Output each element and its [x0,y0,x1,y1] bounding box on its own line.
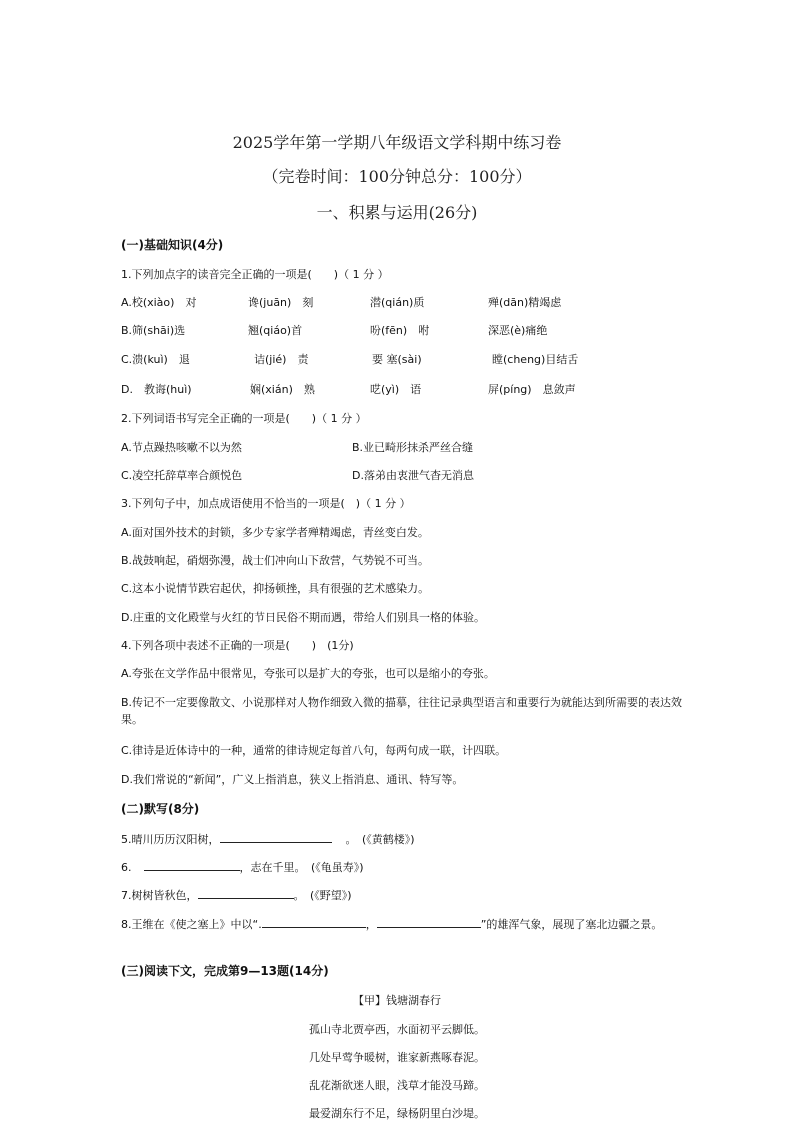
q2-option: D.落弟由衷泄气杳无消息 [352,469,474,482]
q2-option: A.节点躁热咳嗽不以为然 [121,441,242,454]
q1-option: D. 教诲(huì) [121,383,192,396]
question-6 [121,859,364,875]
section-heading-basic: (一)基础知识(4分) [121,238,224,252]
q1-option: 殚(dān)精竭虑 [488,296,562,309]
question-7 [121,887,352,903]
q1-option: 瞠(cheng)目结舌 [492,353,579,366]
section-heading-reading: (三)阅读下文，完成第9—13题(14分) [121,964,329,978]
q7-suffix: 。 (《野望》) [293,889,352,902]
q2-option: C.凌空托辞草率合颜悦色 [121,469,243,482]
q7-prefix: 7.树树皆秋色， [121,889,198,902]
q1-option: B.筛(shāi)选 [121,324,186,337]
q3-option: D.庄重的文化殿堂与火红的节日民俗不期而遇，带给人们别具一格的体验。 [121,611,485,624]
q1-option: 要 塞(sài) [372,353,422,366]
poem-line: 几处早莺争暖树，谁家新燕啄春泥。 [309,1051,485,1064]
q8-separator: ， [365,918,377,931]
q2-option: B.业已畸形抹杀严丝合缝 [352,441,474,454]
section-heading-dictation: (二)默写(8分) [121,802,200,816]
q1-option: A.校(xiào) 对 [121,296,197,309]
poem-line: 孤山寺北贾亭西，水面初平云脚低。 [309,1023,485,1036]
answer-blank[interactable] [220,831,332,843]
question-8 [121,916,701,933]
q1-option: 翘(qiáo)首 [248,324,303,337]
answer-blank[interactable] [377,916,481,928]
answer-blank[interactable] [262,916,366,928]
q8-prefix: 8.王维在《使之塞上》中以“. [121,918,262,931]
q1-option: 娴(xián) 熟 [250,383,315,396]
q1-option: 呓(yì) 语 [370,383,422,396]
poem-line: 乱花渐欲迷人眼，浅草才能没马蹄。 [309,1079,485,1092]
poem-title: 【甲】钱塘湖春行 [353,994,441,1007]
part-heading: 一、积累与运用(26分) [316,203,478,222]
poem-line: 最爱湖东行不足，绿杨阴里白沙堤。 [309,1107,485,1120]
exam-subtitle: （完卷时间：100分钟总分：100分） [262,167,532,186]
q4-option: C.律诗是近体诗中的一种，通常的律诗规定每首八句，每两句成一联，计四联。 [121,744,507,757]
q8-suffix: ”的雄浑气象，展现了塞北边疆之景。 [480,918,663,931]
q4-option: B.传记不一定要像散文、小说那样对人物作细致入微的描摹，往往记录典型语言和重要行为就能达到所需要的表达效果。 [121,696,683,726]
question-2-stem: 2.下列词语书写完全正确的一项是( )（ 1 分 ） [121,412,367,425]
answer-blank[interactable] [198,887,294,899]
q6-prefix: 6. [121,861,132,874]
q4-option: D.我们常说的“新闻”，广义上指消息，狭义上指消息、通讯、特写等。 [121,773,464,786]
q5-suffix: 。 (《黄鹤楼》) [345,833,415,846]
question-5 [121,831,415,847]
answer-blank[interactable] [144,859,240,871]
q1-option: 吩(fēn) 咐 [370,324,430,337]
question-4-stem: 4.下列各项中表述不正确的一项是( ) (1分) [121,639,354,652]
q1-option: 诘(jié) 责 [254,353,309,366]
q3-option: A.面对国外技术的封锁，多少专家学者殚精竭虑，青丝变白发。 [121,526,429,539]
question-3-stem: 3.下列句子中，加点成语使用不恰当的一项是( )（ 1 分 ） [121,497,411,510]
q1-option: 屏(píng) 息敛声 [488,383,576,396]
q6-suffix: ，志在千里。 (《龟虽寿》) [239,861,364,874]
q3-option: C.这本小说情节跌宕起伏，抑扬顿挫，具有很强的艺术感染力。 [121,582,430,595]
q5-prefix: 5.晴川历历汉阳树， [121,833,220,846]
q4-option: A.夸张在文学作品中很常见，夸张可以是扩大的夸张，也可以是缩小的夸张。 [121,667,495,680]
q3-option: B.战鼓响起，硝烟弥漫，战士们冲向山下敌营，气势锐不可当。 [121,554,430,567]
q1-option: 潜(qián)质 [370,296,425,309]
question-1-stem: 1.下列加点字的读音完全正确的一项是( )（ 1 分 ） [121,268,389,281]
exam-title: 2025学年第一学期八年级语文学科期中练习卷 [232,133,562,152]
q1-option: 深恶(è)痛绝 [488,324,548,337]
q1-option: 谗(juān) 刻 [248,296,314,309]
q1-option: C.溃(kuì) 退 [121,353,190,366]
